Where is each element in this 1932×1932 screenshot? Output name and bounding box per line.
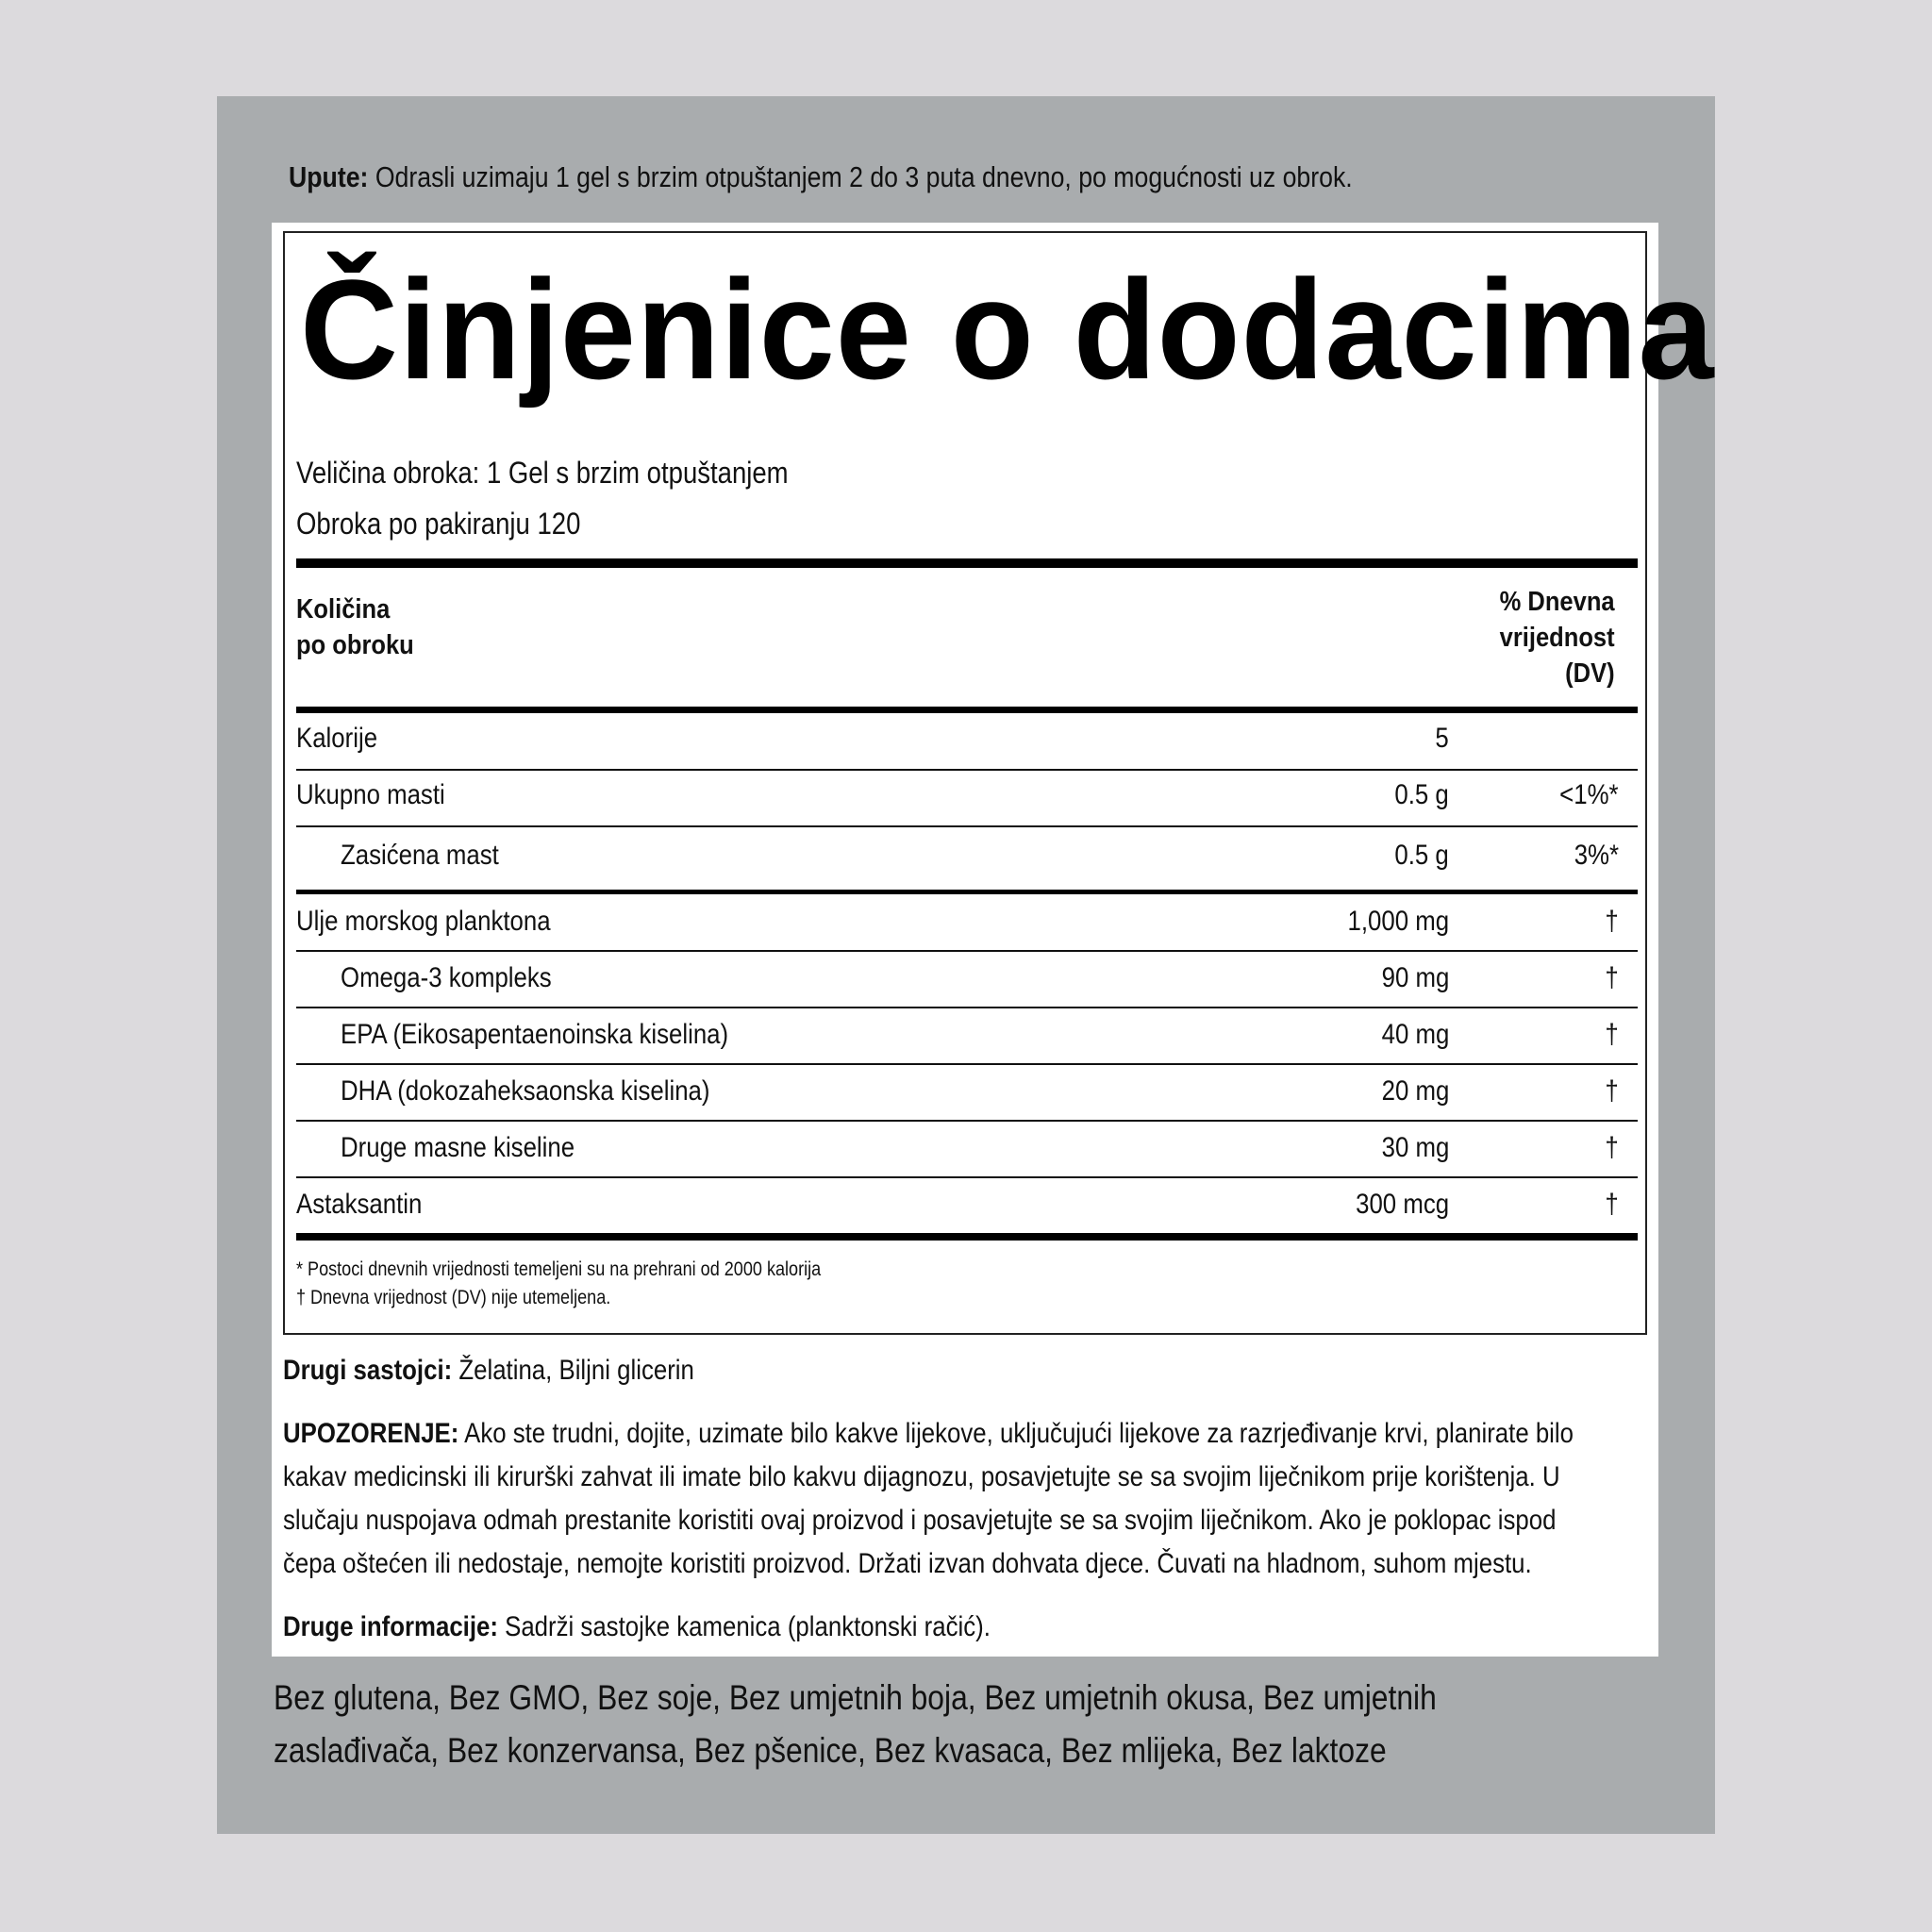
free-from-claims: Bez glutena, Bez GMO, Bez soje, Bez umjetnih boja, Bez umjetnih okusa, Bez umjetnih zaslađivača, Bez konzervansa, Bez pšenice, Bez kvasaca, Bez mlijeka, Bez laktoze	[274, 1678, 1437, 1770]
nutrient-name: Astaksantin	[296, 1189, 423, 1220]
other-ingredients-label: Drugi sastojci:	[283, 1355, 453, 1386]
servings-per-container: Obroka po pakiranju 120	[296, 507, 581, 541]
thick-divider-bottom	[296, 1233, 1638, 1241]
header-amount-per-serving	[296, 591, 414, 663]
thick-divider-header	[296, 707, 1638, 713]
serving-size: Veličina obroka: 1 Gel s brzim otpuštanjem	[296, 456, 789, 490]
other-information-text: Sadrži sastojke kamenica (planktonski račić).	[497, 1611, 991, 1642]
warning	[283, 1412, 1613, 1586]
nutrient-name: Ulje morskog planktona	[296, 906, 551, 937]
header-dv-line3: (DV)	[1565, 658, 1615, 689]
row-divider	[296, 769, 1638, 771]
other-information-label: Druge informacije:	[283, 1611, 498, 1642]
directions-body: Odrasli uzimaju 1 gel s brzim otpuštanjem 2 do 3 puta dnevno, po mogućnosti uz obrok.	[368, 160, 1353, 193]
nutrient-name: DHA (dokozaheksaonska kiselina)	[341, 1075, 710, 1107]
facts-title: Činjenice o dodacima	[300, 250, 1715, 408]
row-divider	[296, 1063, 1638, 1065]
thick-divider-top	[296, 558, 1638, 568]
nutrient-amount: 20 mg	[1381, 1075, 1449, 1107]
row-divider	[296, 1120, 1638, 1122]
nutrient-amount: 90 mg	[1381, 962, 1449, 993]
row-divider	[296, 950, 1638, 952]
row-divider	[296, 1176, 1638, 1178]
row-divider	[296, 825, 1638, 827]
directions-text	[289, 158, 1353, 196]
header-amount-line2: po obroku	[296, 630, 414, 660]
warning-label: UPOZORENJE:	[283, 1418, 459, 1449]
other-ingredients-text: Želatina, Biljni glicerin	[452, 1355, 694, 1386]
nutrient-dv: <1%*	[1559, 779, 1619, 810]
nutrient-amount: 5	[1435, 723, 1449, 754]
nutrient-name: Druge masne kiseline	[341, 1132, 575, 1163]
nutrient-amount: 40 mg	[1381, 1019, 1449, 1050]
directions-label: Upute:	[289, 160, 369, 193]
nutrient-dv: †	[1605, 962, 1619, 993]
footnote-daily-values: * Postoci dnevnih vrijednosti temeljeni su na prehrani od 2000 kalorija	[296, 1258, 822, 1280]
footnote-dv-not-established: † Dnevna vrijednost (DV) nije utemeljena.	[296, 1287, 611, 1308]
nutrient-amount: 1,000 mg	[1347, 906, 1449, 937]
nutrient-dv: 3%*	[1574, 840, 1619, 871]
supplement-facts-box	[283, 231, 1715, 1335]
header-dv-line1: % Dnevna	[1500, 587, 1615, 617]
header-amount-line1: Količina	[296, 594, 391, 625]
header-daily-value	[1500, 584, 1615, 691]
nutrient-dv: †	[1605, 1019, 1619, 1050]
header-dv-line2: vrijednost	[1500, 623, 1615, 653]
nutrient-dv: †	[1605, 1189, 1619, 1220]
nutrient-dv: †	[1605, 906, 1619, 937]
nutrient-amount: 30 mg	[1381, 1132, 1449, 1163]
nutrient-dv: †	[1605, 1075, 1619, 1107]
nutrient-amount: 0.5 g	[1394, 840, 1449, 871]
nutrient-amount: 300 mcg	[1356, 1189, 1449, 1220]
row-divider	[296, 1007, 1638, 1008]
nutrient-amount: 0.5 g	[1394, 779, 1449, 810]
nutrient-name: Omega-3 kompleks	[341, 962, 552, 993]
nutrient-name: Kalorije	[296, 723, 378, 754]
other-information	[283, 1606, 1613, 1649]
other-ingredients	[283, 1349, 1613, 1392]
nutrient-name: Ukupno masti	[296, 779, 445, 810]
nutrient-dv: †	[1605, 1132, 1619, 1163]
nutrient-name: EPA (Eikosapentaenoinska kiselina)	[341, 1019, 729, 1050]
warning-text: Ako ste trudni, dojite, uzimate bilo kakve lijekove, uključujući lijekove za razrjeđivanje krvi, planirate bilo kakav medicinski ili kirurški zahvat ili imate bilo kakvu dijagnozu, posavjetujte se sa svojim liječnikom prije korištenja. U slučaju nuspojava odmah prestanite koristiti ovaj proizvod i posavjetujte se sa svojim liječnikom. Ako je poklopac ispod čepa oštećen ili nedostaje, nemojte koristiti proizvod. Držati izvan dohvata djece. Čuvati na hladnom, suhom mjestu.	[283, 1418, 1574, 1579]
nutrient-name: Zasićena mast	[341, 840, 499, 871]
medium-divider	[296, 890, 1638, 894]
